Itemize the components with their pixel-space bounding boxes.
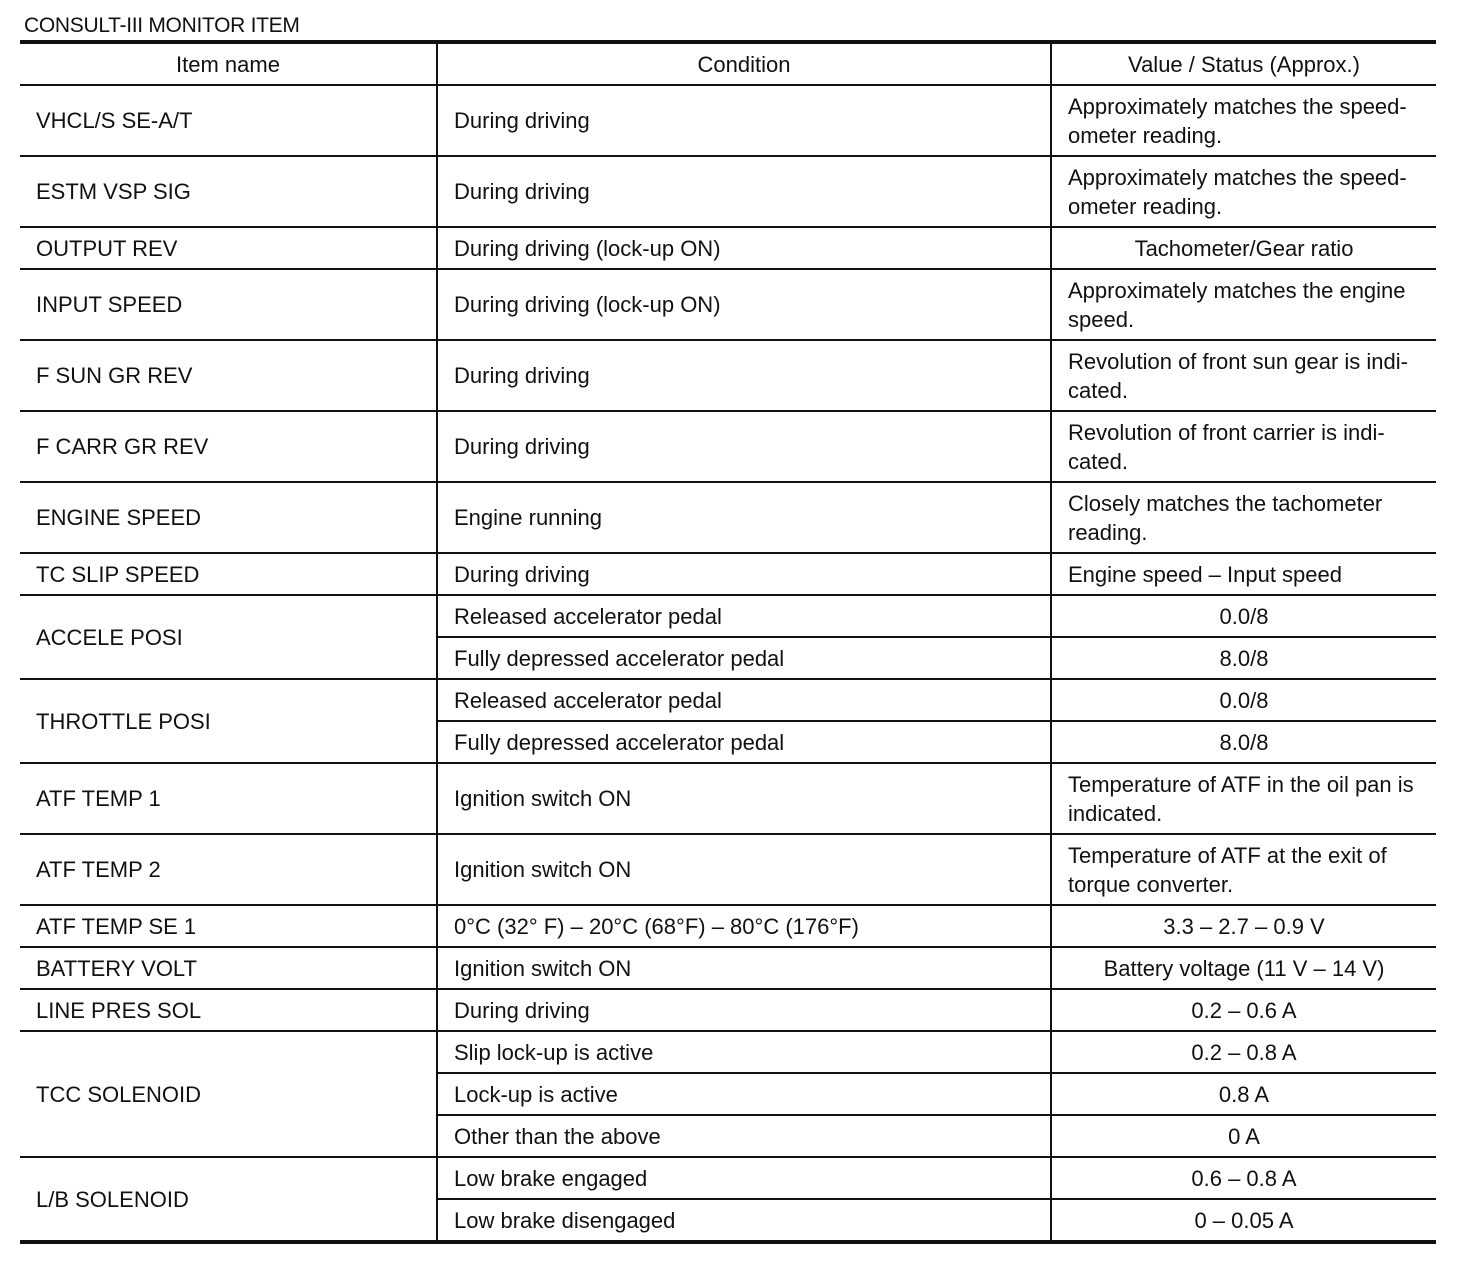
table-row: [20, 905, 1436, 947]
column-header-item-name: Item name: [20, 42, 437, 85]
value-status-cell: 8.0/8: [1051, 721, 1436, 763]
value-status-cell: Battery voltage (11 V – 14 V): [1051, 947, 1436, 989]
condition-cell: 0°C (32° F) – 20°C (68°F) – 80°C (176°F): [437, 905, 1051, 947]
condition-cell: During driving: [437, 411, 1051, 482]
value-status-cell: 0.2 – 0.6 A: [1051, 989, 1436, 1031]
page-title: CONSULT-III MONITOR ITEM: [24, 14, 300, 37]
item-name-cell: ACCELE POSI: [20, 595, 437, 679]
table-body: [20, 85, 1436, 1242]
value-status-cell: 0.8 A: [1051, 1073, 1436, 1115]
condition-cell: Lock-up is active: [437, 1073, 1051, 1115]
item-name-cell: ENGINE SPEED: [20, 482, 437, 553]
table-row: [20, 763, 1436, 834]
item-name-cell: ATF TEMP 1: [20, 763, 437, 834]
value-status-cell: Temperature of ATF at the exit of torque converter.: [1051, 834, 1436, 905]
item-name-cell: LINE PRES SOL: [20, 989, 437, 1031]
condition-cell: Other than the above: [437, 1115, 1051, 1157]
item-name-cell: L/B SOLENOID: [20, 1157, 437, 1242]
table-row: [20, 1157, 1436, 1199]
table-row: [20, 1031, 1436, 1073]
item-name-cell: ATF TEMP 2: [20, 834, 437, 905]
item-name-cell: TCC SOLENOID: [20, 1031, 437, 1157]
condition-cell: Low brake disengaged: [437, 1199, 1051, 1242]
value-status-cell: Closely matches the tachometer reading.: [1051, 482, 1436, 553]
item-name-cell: F CARR GR REV: [20, 411, 437, 482]
column-header-condition: Condition: [437, 42, 1051, 85]
value-status-cell: 0.6 – 0.8 A: [1051, 1157, 1436, 1199]
condition-cell: Low brake engaged: [437, 1157, 1051, 1199]
condition-cell: Ignition switch ON: [437, 834, 1051, 905]
table-row: [20, 947, 1436, 989]
value-status-cell: 0 – 0.05 A: [1051, 1199, 1436, 1242]
value-status-cell: Tachometer/Gear ratio: [1051, 227, 1436, 269]
table-row: [20, 553, 1436, 595]
condition-cell: During driving: [437, 553, 1051, 595]
condition-cell: Released accelerator pedal: [437, 595, 1051, 637]
condition-cell: During driving (lock-up ON): [437, 227, 1051, 269]
item-name-cell: THROTTLE POSI: [20, 679, 437, 763]
condition-cell: During driving (lock-up ON): [437, 269, 1051, 340]
item-name-cell: ESTM VSP SIG: [20, 156, 437, 227]
table-header-row: [20, 42, 1436, 85]
table-row: [20, 679, 1436, 721]
value-status-cell: Approximately matches the speed-ometer reading.: [1051, 156, 1436, 227]
table-row: [20, 85, 1436, 156]
item-name-cell: VHCL/S SE-A/T: [20, 85, 437, 156]
table-row: [20, 156, 1436, 227]
table-row: [20, 411, 1436, 482]
item-name-cell: ATF TEMP SE 1: [20, 905, 437, 947]
value-status-cell: 3.3 – 2.7 – 0.9 V: [1051, 905, 1436, 947]
value-status-cell: 0.0/8: [1051, 595, 1436, 637]
condition-cell: Ignition switch ON: [437, 763, 1051, 834]
table-row: [20, 340, 1436, 411]
monitor-item-table: [20, 40, 1436, 1244]
value-status-cell: Revolution of front carrier is indi-cated.: [1051, 411, 1436, 482]
item-name-cell: TC SLIP SPEED: [20, 553, 437, 595]
item-name-cell: OUTPUT REV: [20, 227, 437, 269]
condition-cell: During driving: [437, 340, 1051, 411]
table-row: [20, 482, 1436, 553]
condition-cell: Fully depressed accelerator pedal: [437, 637, 1051, 679]
value-status-cell: 8.0/8: [1051, 637, 1436, 679]
item-name-cell: INPUT SPEED: [20, 269, 437, 340]
condition-cell: Engine running: [437, 482, 1051, 553]
table-row: [20, 989, 1436, 1031]
table-row: [20, 595, 1436, 637]
table-row: [20, 269, 1436, 340]
value-status-cell: 0.2 – 0.8 A: [1051, 1031, 1436, 1073]
condition-cell: Fully depressed accelerator pedal: [437, 721, 1051, 763]
value-status-cell: Revolution of front sun gear is indi-cated.: [1051, 340, 1436, 411]
value-status-cell: 0 A: [1051, 1115, 1436, 1157]
table-row: [20, 227, 1436, 269]
table-row: [20, 834, 1436, 905]
value-status-cell: Temperature of ATF in the oil pan is indicated.: [1051, 763, 1436, 834]
condition-cell: During driving: [437, 85, 1051, 156]
value-status-cell: Approximately matches the speed-ometer reading.: [1051, 85, 1436, 156]
value-status-cell: Approximately matches the engine speed.: [1051, 269, 1436, 340]
condition-cell: Slip lock-up is active: [437, 1031, 1051, 1073]
condition-cell: Ignition switch ON: [437, 947, 1051, 989]
column-header-value-status: Value / Status (Approx.): [1051, 42, 1436, 85]
condition-cell: During driving: [437, 989, 1051, 1031]
value-status-cell: Engine speed – Input speed: [1051, 553, 1436, 595]
item-name-cell: BATTERY VOLT: [20, 947, 437, 989]
item-name-cell: F SUN GR REV: [20, 340, 437, 411]
value-status-cell: 0.0/8: [1051, 679, 1436, 721]
condition-cell: During driving: [437, 156, 1051, 227]
condition-cell: Released accelerator pedal: [437, 679, 1051, 721]
